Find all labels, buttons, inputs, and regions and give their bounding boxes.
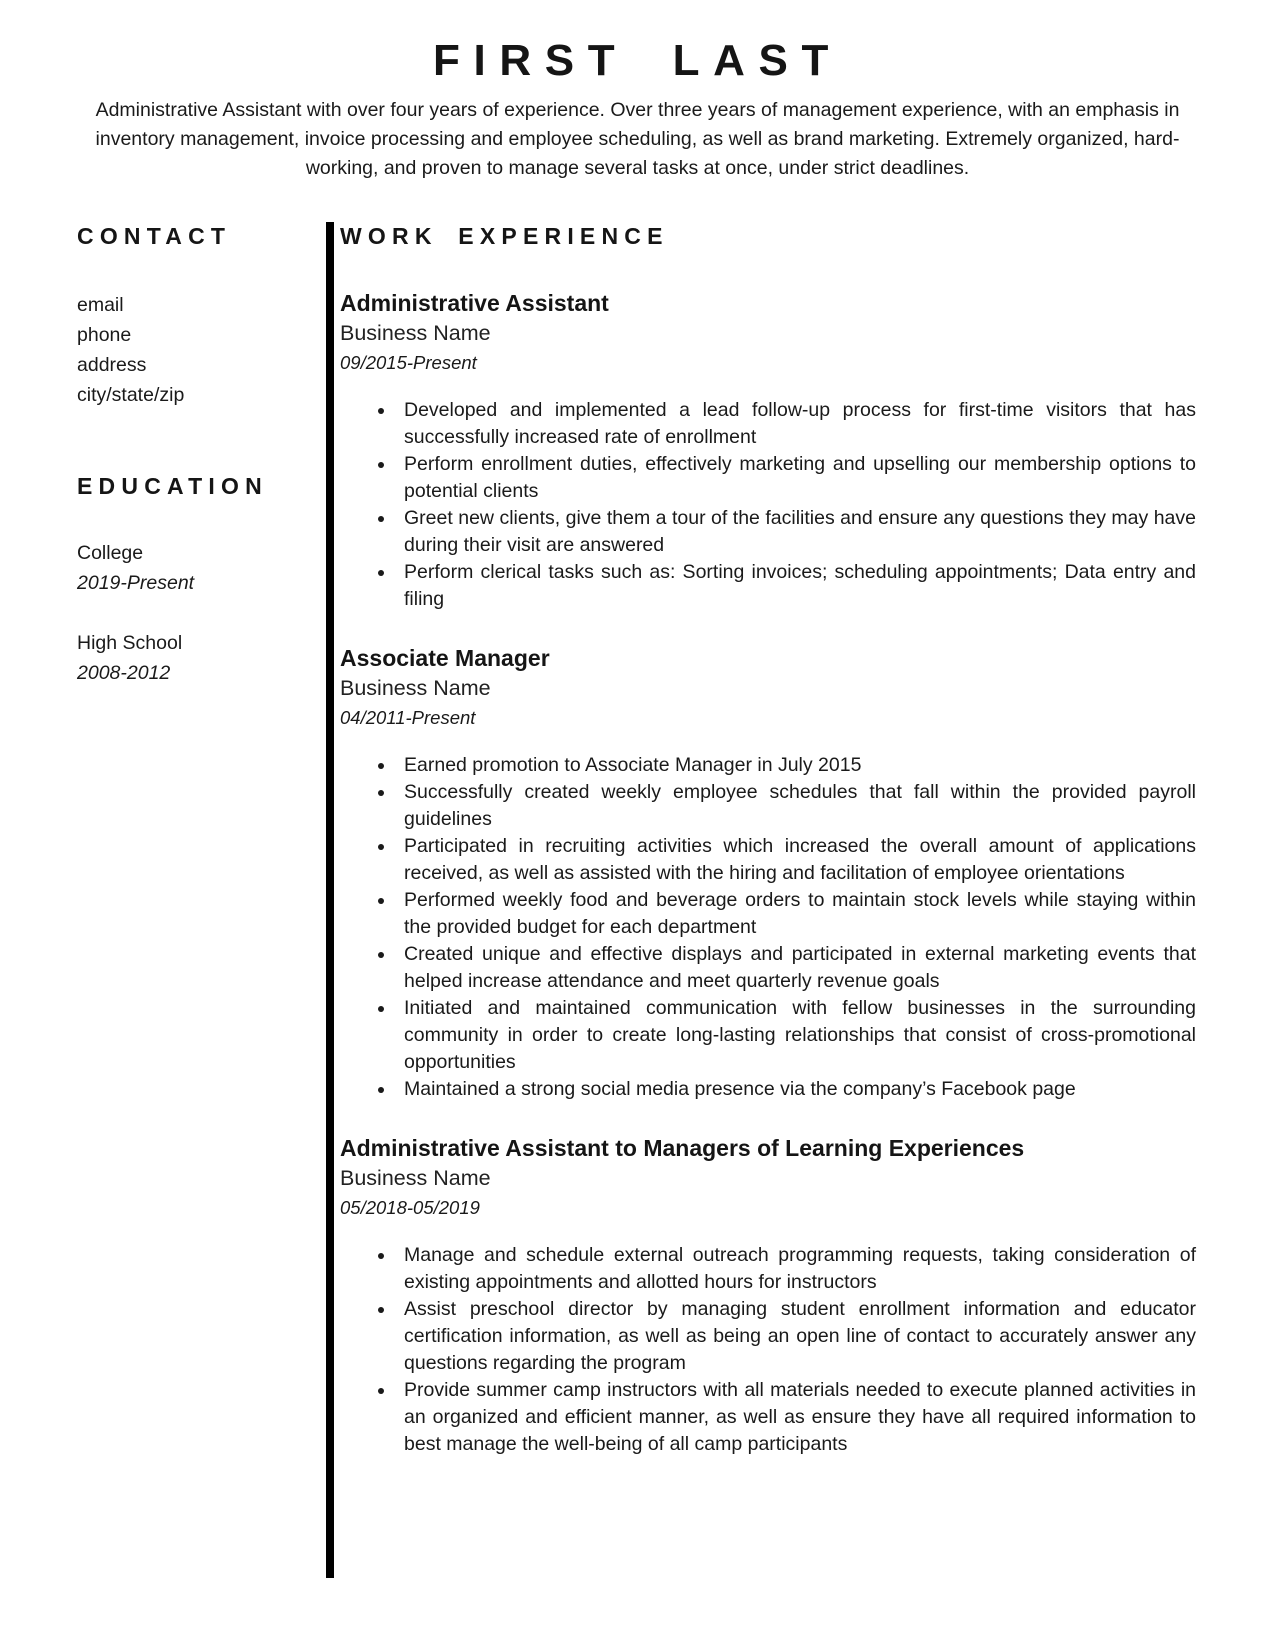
bullet-item: • Earned promotion to Associate Manager in July 2015 — [396, 752, 1196, 779]
job-entry — [340, 1133, 1196, 1458]
work-experience-heading: WORK EXPERIENCE — [340, 223, 669, 250]
job-company: Business Name — [340, 1166, 491, 1191]
job-title: Associate Manager — [340, 645, 550, 672]
education-school: High School — [77, 632, 183, 655]
job-bullet-list — [340, 1242, 1196, 1458]
education-entry-high-school — [77, 628, 326, 688]
resume-summary: Administrative Assistant with over four years of experience. Over three years of management experience, with an emphasis in inventory management, invoice processing and employee scheduling, as well as brand marketing. Extremely organized, hard-working, and proven to manage several tasks at once, under strict deadlines. — [95, 99, 1180, 180]
job-dates: 05/2018-05/2019 — [340, 1197, 480, 1219]
bullet-item: • Performed weekly food and beverage orders to maintain stock levels while staying within the provided budget for each department — [396, 887, 1196, 941]
bullet-item: • Developed and implemented a lead follow-up process for first-time visitors that has successfully increased rate of enrollment — [396, 397, 1196, 451]
job-dates: 09/2015-Present — [340, 352, 477, 374]
contact-item-city-state-zip: city/state/zip — [77, 384, 185, 407]
job-dates: 04/2011-Present — [340, 707, 476, 729]
education-dates: 2019-Present — [77, 572, 195, 595]
bullet-item: • Assist preschool director by managing student enrollment information and educator certification information, as well as being an open line of contact to accurately answer any questions regarding the program — [396, 1296, 1196, 1377]
contact-item-phone: phone — [77, 324, 132, 347]
education-entry-college — [77, 538, 326, 598]
bullet-item: • Participated in recruiting activities which increased the overall amount of applications received, as well as assisted with the hiring and facilitation of employee orientations — [396, 833, 1196, 887]
resume-columns — [0, 222, 1275, 1578]
contact-list — [77, 290, 326, 410]
sidebar — [77, 222, 326, 688]
job-company: Business Name — [340, 321, 491, 346]
job-title: Administrative Assistant — [340, 290, 609, 317]
bullet-item: • Perform enrollment duties, effectively marketing and upselling our membership options to potential clients — [396, 451, 1196, 505]
contact-item-email: email — [77, 294, 124, 317]
resume-name: FIRST LAST — [432, 36, 843, 85]
vertical-divider — [326, 222, 334, 1578]
contact-heading: CONTACT — [77, 223, 232, 250]
job-title: Administrative Assistant to Managers of Learning Experiences — [340, 1135, 1025, 1162]
contact-item-address: address — [77, 354, 147, 377]
bullet-item: • Manage and schedule external outreach programming requests, taking consideration of existing appointments and allotted hours for instructors — [396, 1242, 1196, 1296]
education-heading: EDUCATION — [77, 473, 268, 500]
bullet-item: • Initiated and maintained communication with fellow businesses in the surrounding community in order to create long-lasting relationships that consist of cross-promotional opportunities — [396, 995, 1196, 1076]
bullet-item: • Greet new clients, give them a tour of the facilities and ensure any questions they may have during their visit are answered — [396, 505, 1196, 559]
bullet-item: • Perform clerical tasks such as: Sorting invoices; scheduling appointments; Data entry and filing — [396, 559, 1196, 613]
bullet-item: • Created unique and effective displays and participated in external marketing events that helped increase attendance and meet quarterly revenue goals — [396, 941, 1196, 995]
bullet-item: • Provide summer camp instructors with all materials needed to execute planned activities in an organized and efficient manner, as well as ensure they have all required information to best manage the well-being of all camp participants — [396, 1377, 1196, 1458]
job-bullet-list — [340, 752, 1196, 1103]
education-school: College — [77, 542, 144, 565]
bullet-item: • Successfully created weekly employee schedules that fall within the provided payroll guidelines — [396, 779, 1196, 833]
job-entry — [340, 288, 1196, 613]
education-dates: 2008-2012 — [77, 662, 171, 685]
job-entry — [340, 643, 1196, 1103]
job-bullet-list — [340, 397, 1196, 613]
job-company: Business Name — [340, 676, 491, 701]
work-experience-section — [334, 222, 1196, 1458]
bullet-item: • Maintained a strong social media presence via the company’s Facebook page — [396, 1076, 1196, 1103]
